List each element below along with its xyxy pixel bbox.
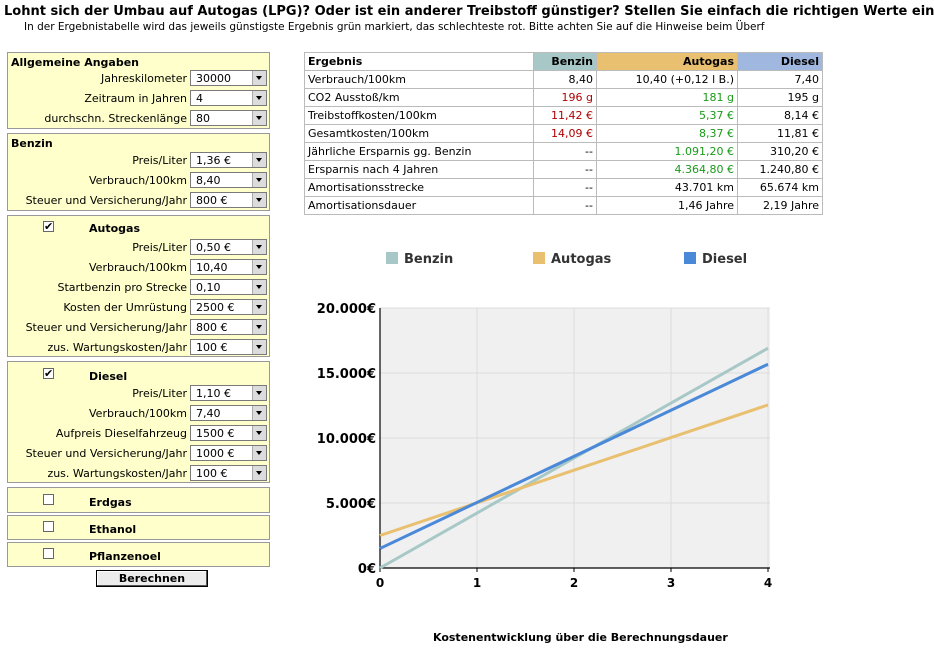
results-table bbox=[304, 52, 823, 215]
general-title: Allgemeine Angaben bbox=[11, 56, 140, 69]
autogas-checkbox[interactable]: ✔ bbox=[44, 220, 54, 233]
benzin-preis-label: Preis/Liter bbox=[132, 154, 187, 167]
x-tick-label: 1 bbox=[472, 576, 482, 590]
benzin-steuer-select[interactable] bbox=[190, 192, 267, 208]
table-cell: 14,09 € bbox=[534, 125, 597, 143]
berechnen-button[interactable]: Berechnen bbox=[96, 570, 208, 587]
diesel-aufpreis-value: 1500 € bbox=[196, 427, 235, 440]
row-jahreskilometer bbox=[8, 70, 271, 88]
table-cell: 11,81 € bbox=[738, 125, 823, 143]
table-cell: 7,40 bbox=[738, 71, 823, 89]
diesel-aufpreis-label: Aufpreis Dieselfahrzeug bbox=[55, 427, 187, 440]
diesel-checkbox[interactable]: ✔ bbox=[44, 367, 54, 380]
chevron-down-icon[interactable] bbox=[252, 153, 266, 167]
diesel-verbrauch-select[interactable] bbox=[190, 405, 267, 421]
row-benzin-preis bbox=[8, 152, 271, 170]
streckenlaenge-label: durchschn. Streckenlänge bbox=[44, 112, 187, 125]
table-row bbox=[305, 89, 823, 107]
table-cell: 11,42 € bbox=[534, 107, 597, 125]
streckenlaenge-select[interactable] bbox=[190, 110, 267, 126]
table-cell: -- bbox=[534, 143, 597, 161]
legend-swatch-benzin bbox=[386, 252, 398, 264]
table-cell: 65.674 km bbox=[738, 179, 823, 197]
y-tick-label: 0€ bbox=[357, 562, 376, 577]
table-cell: 196 g bbox=[534, 89, 597, 107]
row-diesel-wartung bbox=[8, 465, 271, 483]
row-label: Amortisationsstrecke bbox=[305, 179, 534, 197]
chevron-down-icon[interactable] bbox=[252, 260, 266, 274]
row-autogas-preis bbox=[8, 239, 271, 257]
jahreskilometer-label: Jahreskilometer bbox=[100, 72, 187, 85]
row-label: Verbrauch/100km bbox=[305, 71, 534, 89]
chevron-down-icon[interactable] bbox=[252, 426, 266, 440]
results-header-autogas: Autogas bbox=[597, 53, 738, 71]
table-cell: 5,37 € bbox=[597, 107, 738, 125]
table-cell: 310,20 € bbox=[738, 143, 823, 161]
table-row bbox=[305, 143, 823, 161]
table-cell: 4.364,80 € bbox=[597, 161, 738, 179]
row-benzin-verbrauch bbox=[8, 172, 271, 190]
diesel-preis-select[interactable] bbox=[190, 385, 267, 401]
row-label: Jährliche Ersparnis gg. Benzin bbox=[305, 143, 534, 161]
page-title: Lohnt sich der Umbau auf Autogas (LPG)? Oder ist ein anderer Treibstoff günstiger? Stellen Sie einfach die richtigen Werte ein bbox=[4, 4, 934, 19]
diesel-wartung-label: zus. Wartungskosten/Jahr bbox=[47, 467, 187, 480]
table-row bbox=[305, 197, 823, 215]
pflanzenoel-title: Pflanzenoel bbox=[89, 550, 161, 563]
table-cell: 1,46 Jahre bbox=[597, 197, 738, 215]
jahreskilometer-value: 30000 bbox=[196, 72, 231, 85]
autogas-preis-value: 0,50 € bbox=[196, 241, 231, 254]
chevron-down-icon[interactable] bbox=[252, 91, 266, 105]
table-cell: -- bbox=[534, 161, 597, 179]
chevron-down-icon[interactable] bbox=[252, 111, 266, 125]
chevron-down-icon[interactable] bbox=[252, 320, 266, 334]
diesel-steuer-label: Steuer und Versicherung/Jahr bbox=[25, 447, 187, 460]
general-panel bbox=[7, 52, 270, 129]
table-cell: 181 g bbox=[597, 89, 738, 107]
table-row bbox=[305, 179, 823, 197]
table-row bbox=[305, 125, 823, 143]
autogas-verbrauch-label: Verbrauch/100km bbox=[89, 261, 187, 274]
autogas-startbenzin-value: 0,10 bbox=[196, 281, 221, 294]
table-cell: -- bbox=[534, 179, 597, 197]
autogas-wartung-label: zus. Wartungskosten/Jahr bbox=[47, 341, 187, 354]
benzin-verbrauch-value: 8,40 bbox=[196, 174, 221, 187]
row-diesel-steuer bbox=[8, 445, 271, 463]
chevron-down-icon[interactable] bbox=[252, 446, 266, 460]
chart-title: Kostenentwicklung über die Berechnungsdauer bbox=[433, 631, 728, 644]
chevron-down-icon[interactable] bbox=[252, 71, 266, 85]
zeitraum-select[interactable] bbox=[190, 90, 267, 106]
chevron-down-icon[interactable] bbox=[252, 173, 266, 187]
erdgas-checkbox[interactable] bbox=[43, 494, 54, 505]
autogas-wartung-value: 100 € bbox=[196, 341, 228, 354]
diesel-panel bbox=[7, 361, 270, 483]
x-tick-label: 3 bbox=[666, 576, 676, 590]
chevron-down-icon[interactable] bbox=[252, 386, 266, 400]
autogas-umruestung-value: 2500 € bbox=[196, 301, 235, 314]
table-cell: 195 g bbox=[738, 89, 823, 107]
row-label: CO2 Ausstoß/km bbox=[305, 89, 534, 107]
diesel-verbrauch-label: Verbrauch/100km bbox=[89, 407, 187, 420]
row-autogas-steuer bbox=[8, 319, 271, 337]
autogas-panel bbox=[7, 215, 270, 357]
diesel-preis-label: Preis/Liter bbox=[132, 387, 187, 400]
chevron-down-icon[interactable] bbox=[252, 240, 266, 254]
diesel-title: Diesel bbox=[89, 370, 128, 383]
chevron-down-icon[interactable] bbox=[252, 466, 266, 480]
legend-swatch-autogas bbox=[533, 252, 545, 264]
row-label: Ersparnis nach 4 Jahren bbox=[305, 161, 534, 179]
autogas-umruestung-label: Kosten der Umrüstung bbox=[63, 301, 187, 314]
table-cell: 10,40 (+0,12 l B.) bbox=[597, 71, 738, 89]
diesel-wartung-select[interactable] bbox=[190, 465, 267, 481]
row-diesel-preis bbox=[8, 385, 271, 403]
benzin-verbrauch-select[interactable] bbox=[190, 172, 267, 188]
benzin-preis-select[interactable] bbox=[190, 152, 267, 168]
table-row bbox=[305, 161, 823, 179]
chevron-down-icon[interactable] bbox=[252, 340, 266, 354]
autogas-title: Autogas bbox=[89, 222, 141, 235]
pflanzenoel-checkbox[interactable] bbox=[43, 548, 54, 559]
autogas-preis-select[interactable] bbox=[190, 239, 267, 255]
y-tick-label: 15.000€ bbox=[316, 367, 376, 382]
y-tick-label: 20.000€ bbox=[316, 302, 376, 317]
autogas-startbenzin-select[interactable] bbox=[190, 279, 267, 295]
autogas-umruestung-select[interactable] bbox=[190, 299, 267, 315]
table-cell: 1.240,80 € bbox=[738, 161, 823, 179]
row-autogas-verbrauch bbox=[8, 259, 271, 277]
row-benzin-steuer bbox=[8, 192, 271, 210]
page-subtitle: In der Ergebnistabelle wird das jeweils günstigste Ergebnis grün markiert, das schlechteste rot. Bitte achten Sie auf die Hinweise beim Überf bbox=[24, 21, 765, 33]
table-row bbox=[305, 71, 823, 89]
diesel-steuer-select[interactable] bbox=[190, 445, 267, 461]
y-tick-label: 5.000€ bbox=[325, 497, 376, 512]
chevron-down-icon[interactable] bbox=[252, 300, 266, 314]
results-body bbox=[305, 71, 823, 215]
table-cell: 43.701 km bbox=[597, 179, 738, 197]
autogas-wartung-select[interactable] bbox=[190, 339, 267, 355]
diesel-aufpreis-select[interactable] bbox=[190, 425, 267, 441]
row-zeitraum bbox=[8, 90, 271, 108]
zeitraum-value: 4 bbox=[196, 92, 203, 105]
autogas-verbrauch-select[interactable] bbox=[190, 259, 267, 275]
ethanol-checkbox[interactable] bbox=[43, 521, 54, 532]
row-diesel-aufpreis bbox=[8, 425, 271, 443]
ethanol-panel bbox=[7, 515, 270, 540]
erdgas-title: Erdgas bbox=[89, 496, 132, 509]
autogas-steuer-value: 800 € bbox=[196, 321, 228, 334]
results-header-diesel: Diesel bbox=[738, 53, 823, 71]
chevron-down-icon[interactable] bbox=[252, 406, 266, 420]
zeitraum-label: Zeitraum in Jahren bbox=[84, 92, 187, 105]
row-diesel-verbrauch bbox=[8, 405, 271, 423]
ethanol-title: Ethanol bbox=[89, 523, 137, 536]
pflanzenoel-panel bbox=[7, 542, 270, 567]
table-cell: 8,37 € bbox=[597, 125, 738, 143]
row-autogas-wartung bbox=[8, 339, 271, 357]
diesel-steuer-value: 1000 € bbox=[196, 447, 235, 460]
row-label: Gesamtkosten/100km bbox=[305, 125, 534, 143]
legend-label-autogas: Autogas bbox=[551, 252, 612, 267]
row-label: Treibstoffkosten/100km bbox=[305, 107, 534, 125]
table-cell: -- bbox=[534, 197, 597, 215]
benzin-verbrauch-label: Verbrauch/100km bbox=[89, 174, 187, 187]
autogas-preis-label: Preis/Liter bbox=[132, 241, 187, 254]
row-autogas-startbenzin bbox=[8, 279, 271, 297]
table-cell: 8,14 € bbox=[738, 107, 823, 125]
legend-label-diesel: Diesel bbox=[702, 252, 748, 267]
benzin-preis-value: 1,36 € bbox=[196, 154, 231, 167]
results-header-benzin: Benzin bbox=[534, 53, 597, 71]
x-tick-label: 4 bbox=[763, 576, 773, 590]
diesel-preis-value: 1,10 € bbox=[196, 387, 231, 400]
legend-label-benzin: Benzin bbox=[404, 252, 454, 267]
diesel-wartung-value: 100 € bbox=[196, 467, 228, 480]
autogas-startbenzin-label: Startbenzin pro Strecke bbox=[57, 281, 187, 294]
table-cell: 2,19 Jahre bbox=[738, 197, 823, 215]
autogas-steuer-label: Steuer und Versicherung/Jahr bbox=[25, 321, 187, 334]
streckenlaenge-value: 80 bbox=[196, 112, 210, 125]
cost-chart bbox=[308, 240, 773, 590]
results-header-row bbox=[305, 53, 823, 71]
diesel-verbrauch-value: 7,40 bbox=[196, 407, 221, 420]
autogas-verbrauch-value: 10,40 bbox=[196, 261, 228, 274]
erdgas-panel bbox=[7, 487, 270, 513]
benzin-steuer-value: 800 € bbox=[196, 194, 228, 207]
benzin-panel bbox=[7, 133, 270, 211]
benzin-title: Benzin bbox=[11, 137, 53, 150]
row-label: Amortisationsdauer bbox=[305, 197, 534, 215]
row-autogas-umruestung bbox=[8, 299, 271, 317]
table-cell: 8,40 bbox=[534, 71, 597, 89]
chevron-down-icon[interactable] bbox=[252, 193, 266, 207]
table-row bbox=[305, 107, 823, 125]
y-tick-label: 10.000€ bbox=[316, 432, 376, 447]
legend-swatch-diesel bbox=[684, 252, 696, 264]
jahreskilometer-select[interactable] bbox=[190, 70, 267, 86]
x-tick-label: 0 bbox=[375, 576, 385, 590]
autogas-steuer-select[interactable] bbox=[190, 319, 267, 335]
chevron-down-icon[interactable] bbox=[252, 280, 266, 294]
x-tick-label: 2 bbox=[569, 576, 579, 590]
benzin-steuer-label: Steuer und Versicherung/Jahr bbox=[25, 194, 187, 207]
table-cell: 1.091,20 € bbox=[597, 143, 738, 161]
results-header-ergebnis: Ergebnis bbox=[305, 53, 534, 71]
row-streckenlaenge bbox=[8, 110, 271, 128]
